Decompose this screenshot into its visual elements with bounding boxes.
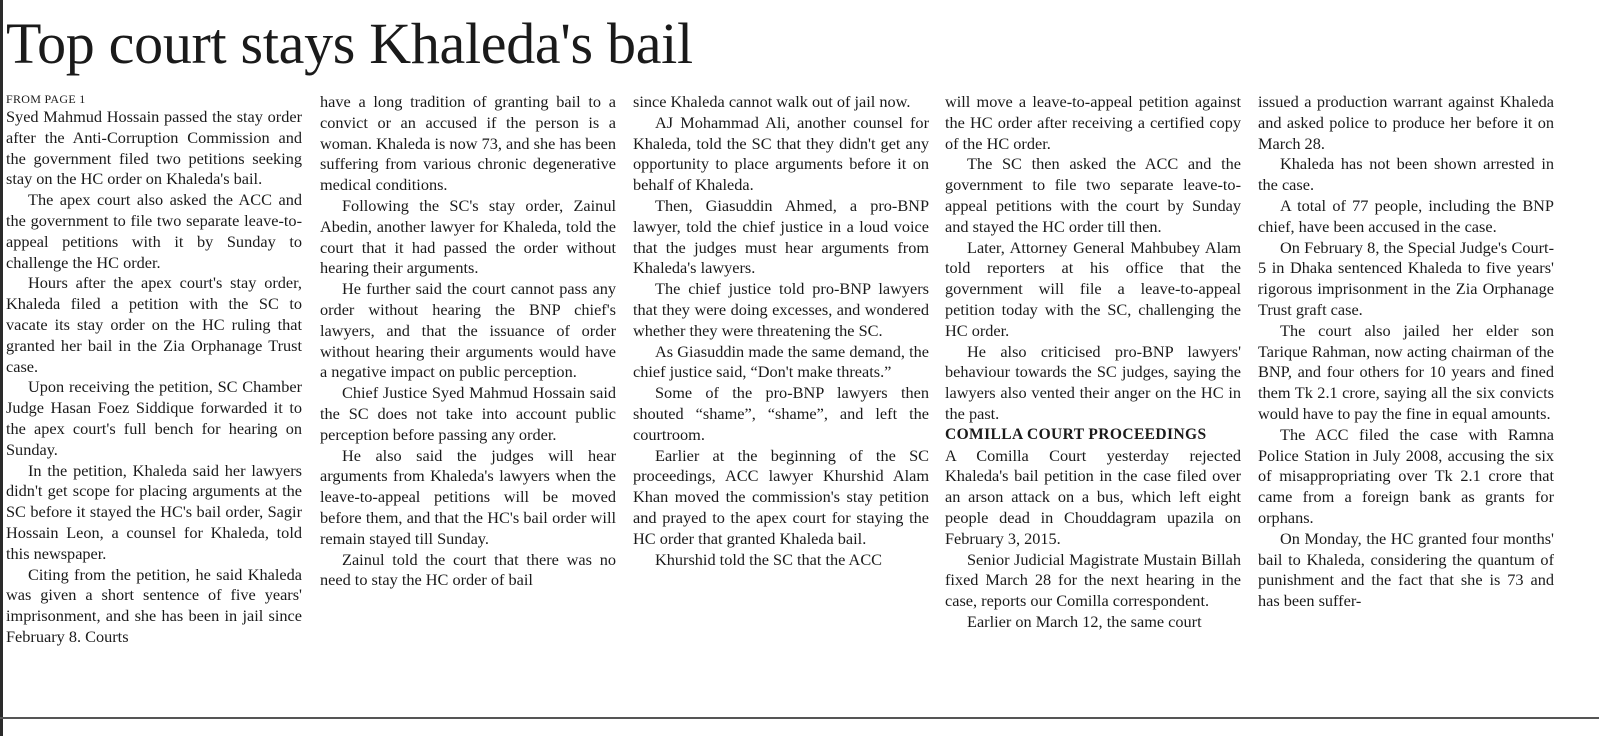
- paragraph: The chief justice told pro-BNP lawyers that they were doing excesses, and wondered whether they were threatening the SC.: [633, 279, 929, 340]
- paragraph: The ACC filed the case with Ramna Police Station in July 2008, accusing the six of misappropriating over Tk 2.1 crore that came from a foreign bank as grants for orphans.: [1258, 424, 1554, 527]
- paragraph: He also said the judges will hear arguments from Khaleda's lawyers when the leave-to-appeal petitions will be moved before them, and that the HC's bail order will remain stayed till Sunday.: [320, 445, 616, 548]
- paragraph: A Comilla Court yesterday rejected Khaleda's bail petition in the case filed over an arson attack on a bus, which left eight people dead in Chouddagram upazila on February 3, 2015.: [945, 445, 1241, 548]
- paragraph: Earlier on March 12, the same court: [967, 611, 1202, 631]
- paragraph: The apex court also asked the ACC and the government to file two separate leave-to-appeal petitions with it by Sunday to challenge the HC order.: [6, 190, 302, 272]
- paragraph: On Monday, the HC granted four months' bail to Khaleda, considering the quantum of punishment and the fact that she is 73 and has been suffer-: [1258, 528, 1554, 611]
- paragraph: Chief Justice Syed Mahmud Hossain said the SC does not take into account public perception before passing any order.: [320, 383, 616, 444]
- headline: Top court stays Khaleda's bail: [6, 11, 693, 76]
- paragraph: Upon receiving the petition, SC Chamber Judge Hasan Foez Siddique forwarded it to the apex court's full bench for hearing on Sunday.: [6, 377, 302, 459]
- paragraph: Senior Judicial Magistrate Mustain Billah fixed March 28 for the next hearing in the case, reports our Comilla correspondent.: [945, 549, 1241, 611]
- paragraph: He further said the court cannot pass any order without hearing the BNP chief's lawyers, and that the issuance of order without hearing their arguments would have a negative impact on public perception.: [320, 279, 616, 382]
- paragraph: AJ Mohammad Ali, another counsel for Khaleda, told the SC that they didn't get any opportunity to place arguments before it on behalf of Khaleda.: [633, 112, 929, 195]
- column-3: [633, 92, 929, 716]
- paragraph: issued a production warrant against Khaleda and asked police to produce her before it on March 28.: [1258, 92, 1554, 153]
- paragraph: will move a leave-to-appeal petition against the HC order after receiving a certified copy of the HC order.: [945, 92, 1241, 153]
- column-1: [6, 92, 302, 716]
- paragraph: A total of 77 people, including the BNP chief, have been accused in the case.: [1258, 195, 1554, 236]
- paragraph: In the petition, Khaleda said her lawyers didn't get scope for placing arguments at the SC before it stayed the HC's bail order, Sagir Hossain Leon, a counsel for Khaleda, told this newspaper.: [6, 460, 302, 563]
- paragraph: On February 8, the Special Judge's Court-5 in Dhaka sentenced Khaleda to five years' rigorous imprisonment in the Zia Orphanage Trust graft case.: [1258, 237, 1554, 319]
- paragraph: He also criticised pro-BNP lawyers' behaviour towards the SC judges, saying the lawyers also vented their anger on the HC in the past.: [945, 341, 1241, 423]
- paragraph: Syed Mahmud Hossain passed the stay order after the Anti-Corruption Commission and the government filed two petitions seeking stay on the HC order on Khaleda's bail.: [6, 107, 302, 189]
- section-subhead: COMILLA COURT PROCEEDINGS: [945, 425, 1207, 443]
- paragraph: Then, Giasuddin Ahmed, a pro-BNP lawyer, told the chief justice in a loud voice that the judges must hear arguments from Khaleda's lawyers.: [633, 195, 929, 278]
- paragraph: Zainul told the court that there was no need to stay the HC order of bail: [320, 549, 616, 590]
- continued-from-label: FROM PAGE 1: [6, 92, 86, 106]
- paragraph: Hours after the apex court's stay order, Khaleda filed a petition with the SC to vacate its stay order on the HC ruling that granted her bail in the Zia Orphanage Trust case.: [6, 273, 302, 376]
- paragraph: Some of the pro-BNP lawyers then shouted “shame”, “shame”, and left the courtroom.: [633, 383, 929, 444]
- paragraph: The SC then asked the ACC and the government to file two separate leave-to-appeal petitions with the court by Sunday and stayed the HC order till then.: [945, 154, 1241, 236]
- paragraph: The court also jailed her elder son Tarique Rahman, now acting chairman of the BNP, and four others for 10 years and fined them Tk 2.1 crore, saying all the six convicts would have to pay the fine in equal amounts.: [1258, 320, 1554, 423]
- paragraph: As Giasuddin made the same demand, the chief justice said, “Don't make threats.”: [633, 341, 929, 382]
- column-4: [945, 92, 1241, 716]
- paragraph: have a long tradition of granting bail to a convict or an accused if the person is a woman. Khaleda is now 73, and she has been suffering from various chronic degenerative medical conditions.: [320, 92, 616, 195]
- column-5: [1258, 92, 1554, 716]
- paragraph: Earlier at the beginning of the SC proceedings, ACC lawyer Khurshid Alam Khan moved the commission's stay petition and prayed to the apex court for staying the HC order that granted Khaleda bail.: [633, 445, 929, 548]
- paragraph: Citing from the petition, he said Khaleda was given a short sentence of five years' imprisonment, and she has been in jail since February 8. Courts: [6, 564, 302, 646]
- paragraph: Khurshid told the SC that the ACC: [655, 549, 883, 569]
- paragraph: since Khaleda cannot walk out of jail now.: [633, 92, 911, 111]
- paragraph: Following the SC's stay order, Zainul Abedin, another lawyer for Khaleda, told the court that it had passed the order without hearing their arguments.: [320, 195, 616, 278]
- page-left-edge: [0, 0, 3, 736]
- paragraph: Khaleda has not been shown arrested in the case.: [1258, 154, 1554, 195]
- bottom-rule: [0, 717, 1599, 719]
- paragraph: Later, Attorney General Mahbubey Alam told reporters at his office that the government will file a leave-to-appeal petition today with the SC, challenging the HC order.: [945, 237, 1241, 340]
- column-2: [320, 92, 616, 716]
